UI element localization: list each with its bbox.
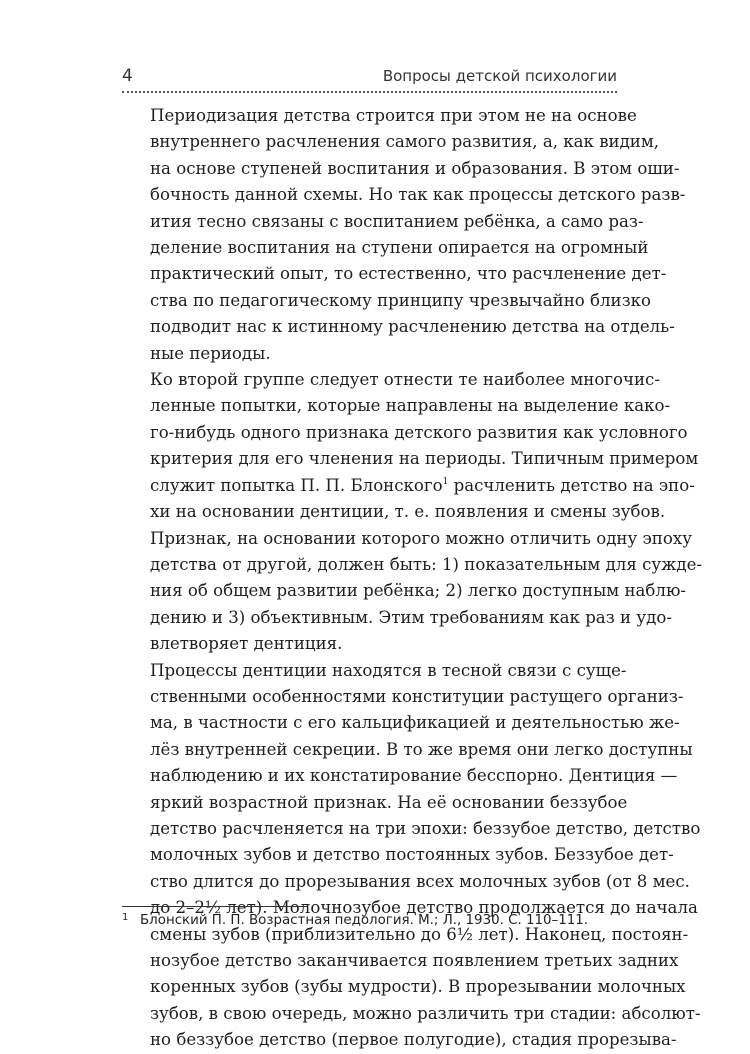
text-line: внутреннего расчленения самого развития, а, как видим, bbox=[150, 132, 660, 152]
text-segment: служит попытка П. П. Блонского bbox=[150, 475, 443, 495]
text-line: молочных зубов и детство постоянных зубов. Беззубое дет- bbox=[150, 845, 674, 865]
text-line: на основе ступеней воспитания и образования. В этом оши- bbox=[150, 158, 680, 178]
text-line: критерия для его членения на периоды. Типичным примером bbox=[150, 449, 699, 469]
running-title: Вопросы детской психологии bbox=[382, 67, 617, 85]
text-line: ития тесно связаны с воспитанием ребёнка, а само раз- bbox=[150, 211, 644, 231]
text-line: детство расчленяется на три эпохи: беззубое детство, детство bbox=[150, 818, 701, 838]
text-line: яркий возрастной признак. На её основании беззубое bbox=[150, 792, 628, 812]
text-line: ные периоды. bbox=[150, 343, 271, 363]
running-header bbox=[122, 66, 617, 93]
text-line: нозубое детство заканчивается появлением третьих задних bbox=[150, 951, 679, 970]
text-line: хи на основании дентиции, т. е. появления и смены зубов. bbox=[150, 502, 666, 522]
text-line: го-нибудь одного признака детского развития как условного bbox=[150, 422, 688, 442]
page-number: 4 bbox=[122, 66, 133, 86]
text-line: наблюдению и их констатирование бесспорно. Дентиция — bbox=[150, 766, 678, 786]
text-line: Признак, на основании которого можно отличить одну эпоху bbox=[150, 528, 692, 548]
text-line: ства по педагогическому принципу чрезвычайно близко bbox=[150, 290, 652, 310]
text-line: до 2–2½ лет). Молочнозубое детство продолжается до начала bbox=[150, 898, 698, 918]
text-segment: расчленить детство на эпо- bbox=[448, 475, 695, 495]
text-line: ния об общем развитии ребёнка; 2) легко доступным наблю- bbox=[150, 581, 686, 601]
text-line: дению и 3) объективным. Этим требованиям как раз и удо- bbox=[150, 607, 672, 627]
text-line: ма, в частности с его кальцификацией и деятельностью же- bbox=[150, 713, 680, 733]
text-line: Процессы дентиции находятся в тесной связи с суще- bbox=[150, 660, 627, 680]
text-line: Ко второй группе следует отнести те наиболее многочис- bbox=[150, 370, 660, 390]
text-line: Периодизация детства строится при этом не на основе bbox=[150, 106, 637, 125]
text-line: ственными особенностями конституции растущего организ- bbox=[150, 686, 684, 706]
text-line: деление воспитания на ступени опирается на огромный bbox=[150, 238, 649, 258]
footnote-divider bbox=[122, 906, 307, 907]
footnote-text: Блонский П. П. Возрастная педология. М.; Л., 1930. С. 110–111. bbox=[140, 913, 589, 928]
text-line: ленные попытки, которые направлены на выделение како- bbox=[150, 396, 671, 416]
text-line: подводит нас к истинному расчленению детства на отдель- bbox=[150, 317, 675, 337]
paragraph-1 bbox=[122, 103, 686, 367]
paragraph-3 bbox=[122, 658, 701, 1054]
text-line: лёз внутренней секреции. В то же время они легко доступны bbox=[150, 739, 693, 759]
text-line: бочность данной схемы. Но так как процессы детского разв- bbox=[150, 185, 686, 205]
text-line: влетворяет дентиция. bbox=[150, 634, 343, 654]
text-line: практический опыт, то естественно, что расчленение дет- bbox=[150, 264, 667, 284]
text-line: коренных зубов (зубы мудрости). В прорезывании молочных bbox=[150, 977, 686, 997]
text-line: детства от другой, должен быть: 1) показательным для сужде- bbox=[150, 554, 703, 574]
text-line: смены зубов (приблизительно до 6½ лет). Наконец, постоян- bbox=[150, 924, 689, 944]
text-line: ство длится до прорезывания всех молочных зубов (от 8 мес. bbox=[150, 871, 690, 891]
footnote-mark: 1 bbox=[122, 912, 129, 923]
paragraph-2 bbox=[122, 367, 703, 657]
text-line: но беззубое детство (первое полугодие), стадия прорезыва- bbox=[150, 1030, 677, 1050]
footnote-reference[interactable]: 1 bbox=[442, 476, 449, 487]
text-line: зубов, в свою очередь, можно различить три стадии: абсолют- bbox=[150, 1003, 701, 1023]
footnote bbox=[122, 912, 617, 928]
text-line-with-footnote bbox=[122, 473, 695, 499]
